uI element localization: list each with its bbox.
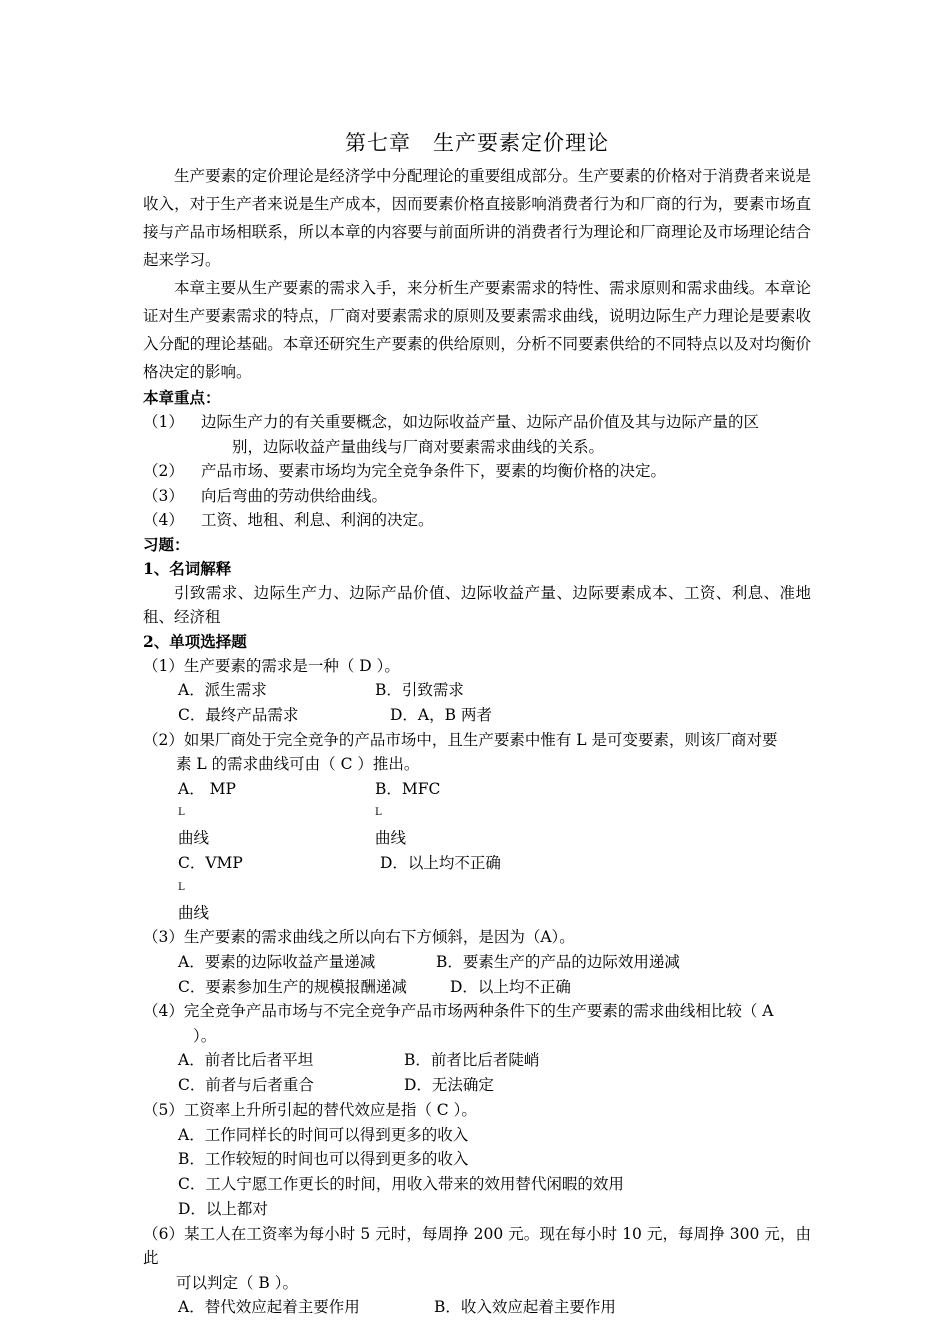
section2-heading: 2、单项选择题 <box>143 631 247 651</box>
option-row <box>143 950 811 975</box>
option-row <box>143 1295 811 1320</box>
option-row <box>143 678 811 703</box>
option-row <box>143 975 811 1000</box>
intro-paragraph-2: 本章主要从生产要素的需求入手，来分析生产要素需求的特性、需求原则和需求曲线。本章论证对生产要素需求的特点，厂商对要素需求的原则及要素需求曲线，说明边际生产力理论是要素收入分配的理论基础。本章还研究生产要素的供给原则，分析不同要素供给的不同特点以及对均衡价格决定的影响。 <box>143 279 811 381</box>
option-c-subscript: L <box>178 881 185 893</box>
question-text: （1）生产要素的需求是一种（ D ）。 <box>143 656 400 675</box>
option-d: D．A，B 两者 <box>390 705 492 724</box>
option-b: B．要素生产的产品的边际效用递减 <box>436 952 680 971</box>
option-b: B．前者比后者陡峭 <box>404 1051 540 1070</box>
question-text-continued: 可以判定（ B ）。 <box>176 1273 298 1292</box>
keypoint-text-continued: 别，边际收益产量曲线与厂商对要素需求曲线的关系。 <box>232 437 605 456</box>
keypoint-text: 产品市场、要素市场均为完全竞争条件下，要素的均衡价格的决定。 <box>201 462 667 480</box>
option-c: C．工人宁愿工作更长的时间，用收入带来的效用替代闲暇的效用 <box>178 1175 624 1194</box>
question-3 <box>143 925 811 950</box>
option-b: B．工作较短的时间也可以得到更多的收入 <box>178 1150 469 1169</box>
keypoint-item <box>143 410 811 459</box>
keypoint-text: 工资、地租、利息、利润的决定。 <box>201 511 434 529</box>
question-text-continued: ）。 <box>193 1026 217 1045</box>
option-a: A．要素的边际收益产量递减 <box>178 952 376 971</box>
question-5 <box>143 1098 811 1123</box>
option-d: D．以上都对 <box>178 1199 268 1218</box>
keypoint-number: （1） <box>143 413 184 431</box>
section1-terms: 引致需求、边际生产力、边际产品价值、边际收益产量、边际要素成本、工资、利息、准地租、经济租 <box>143 583 811 626</box>
option-c <box>178 851 380 925</box>
keypoint-number: （3） <box>143 486 184 505</box>
option-row <box>143 1123 811 1148</box>
option-c: C．前者与后者重合 <box>178 1076 314 1095</box>
option-b <box>375 777 440 851</box>
option-a <box>178 777 375 851</box>
keypoint-text: 向后弯曲的劳动供给曲线。 <box>201 486 388 505</box>
question-text: （2）如果厂商处于完全竞争的产品市场中，且生产要素中惟有 L 是可变要素，则该厂商对要 <box>143 730 778 749</box>
question-text: （6）某工人在工资率为每小时 5 元时，每周挣 200 元。现在每小时 10 元，每周挣 300 元，由此 <box>143 1224 811 1268</box>
keypoint-item <box>143 484 811 509</box>
question-6 <box>143 1222 811 1296</box>
option-c-suffix: 曲线 <box>178 903 210 922</box>
option-b-suffix: 曲线 <box>375 829 407 848</box>
keypoint-number: （4） <box>143 511 184 529</box>
option-a: A．派生需求 <box>178 681 267 699</box>
option-d: D．以上均不正确 <box>450 977 571 996</box>
option-row <box>143 1048 811 1073</box>
option-row <box>143 1073 811 1098</box>
option-a: A．工作同样长的时间可以得到更多的收入 <box>178 1125 469 1144</box>
option-a-subscript: L <box>178 807 185 819</box>
keypoints-heading: 本章重点： <box>143 388 221 407</box>
question-text: （3）生产要素的需求曲线之所以向右下方倾斜，是因为（A）。 <box>143 928 575 947</box>
exercises-heading: 习题： <box>143 534 190 554</box>
intro-paragraph-1: 生产要素的定价理论是经济学中分配理论的重要组成部分。生产要素的价格对于消费者来说是收入，对于生产者来说是生产成本，因而要素价格直接影响消费者行为和厂商的行为，要素市场直接与产品市场相联系，所以本章的内容要与前面所讲的消费者行为理论和厂商理论及市场理论结合起来学习。 <box>143 167 811 269</box>
option-row <box>143 1197 811 1222</box>
chapter-title: 第七章 生产要素定价理论 <box>345 131 609 155</box>
option-c: C．要素参加生产的规模报酬递减 <box>178 977 407 996</box>
keypoint-item <box>143 508 811 533</box>
option-b: B．收入效应起着主要作用 <box>434 1298 616 1317</box>
option-row <box>143 703 811 728</box>
option-c: C．最终产品需求 <box>178 705 299 724</box>
section1-heading: 1、名词解释 <box>143 558 232 578</box>
option-row <box>143 1147 811 1172</box>
question-4 <box>143 999 811 1048</box>
keypoint-item <box>143 459 811 484</box>
question-text-continued: 素 L 的需求曲线可由（ C ）推出。 <box>176 755 420 774</box>
option-row <box>143 777 811 851</box>
option-b: B．引致需求 <box>375 681 464 699</box>
question-1 <box>143 654 811 679</box>
option-d: D．无法确定 <box>404 1076 494 1095</box>
keypoint-number: （2） <box>143 462 184 480</box>
option-a-suffix: 曲线 <box>178 829 210 848</box>
option-row <box>143 1172 811 1197</box>
option-a-text: A． MP <box>178 779 236 798</box>
option-c-text: C．VMP <box>178 853 243 872</box>
option-d: D．以上均不正确 <box>380 853 501 872</box>
option-a: A．替代效应起着主要作用 <box>178 1298 360 1317</box>
option-a: A．前者比后者平坦 <box>178 1051 314 1070</box>
question-2 <box>143 728 811 777</box>
question-text: （4）完全竞争产品市场与不完全竞争产品市场两种条件下的生产要素的需求曲线相比较（ A <box>143 1002 774 1021</box>
document-page <box>143 128 811 1320</box>
option-b-text: B．MFC <box>375 779 441 798</box>
keypoint-text: 边际生产力的有关重要概念，如边际收益产量、边际产品价值及其与边际产量的区 <box>201 413 760 431</box>
option-b-subscript: L <box>375 807 382 819</box>
option-row <box>143 851 811 925</box>
question-text: （5）工资率上升所引起的替代效应是指（ C ）。 <box>143 1101 477 1120</box>
